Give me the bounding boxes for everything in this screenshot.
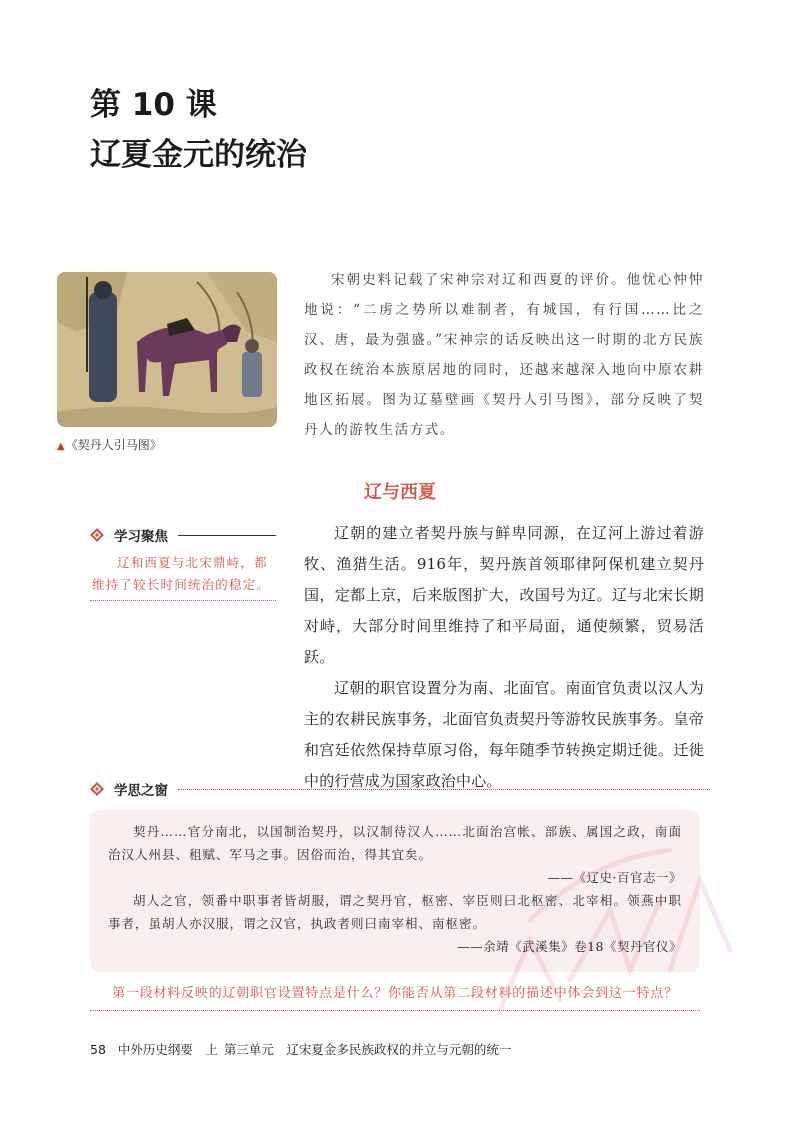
section-body (304, 518, 704, 797)
source-citation: ——余靖《武溪集》卷18《契丹官仪》 (457, 939, 682, 954)
learning-focus-header (90, 524, 276, 546)
mural-painting-image (57, 272, 277, 427)
thinking-window-label: 学思之窗 (114, 783, 168, 799)
watermark-graphic (470, 820, 760, 1040)
thinking-window-rule (178, 789, 710, 790)
learning-focus-bottom-rule (90, 600, 276, 601)
section-heading: 辽与西夏 (364, 482, 436, 503)
lesson-title-block (90, 82, 307, 178)
book-title: 中外历史纲要 上 (117, 1042, 218, 1057)
caption-triangle-icon: ▲ (57, 441, 65, 452)
intro-paragraph: 宋朝史料记载了宋神宗对辽和西夏的评价。他忧心忡忡地说：“二虏之势所以难制者，有城国，有行国……比之汉、唐，最为强盛。”宋神宗的话反映出这一时期的北方民族政权在统治本族原居地的同时，还越来越深入地向中原农耕地区拓展。图为辽墓壁画《契丹人引马图》，部分反映了契丹人的游牧生活方式。 (304, 272, 704, 438)
learning-focus-rule (178, 535, 276, 536)
lesson-title: 辽夏金元的统治 (90, 137, 307, 173)
body-paragraph: 辽朝的建立者契丹族与鲜卑同源，在辽河上游过着游牧、渔猎生活。916年，契丹族首领耶律阿保机建立契丹国，定都上京，后来版图扩大，改国号为辽。辽与北宋长期对峙，大部分时间里维持了和平局面，通使频繁，贸易活跃。 (304, 524, 704, 666)
figure-caption (57, 436, 162, 453)
question-rule (90, 1010, 700, 1011)
discussion-question: 第一段材料反映的辽朝职官设置特点是什么？你能否从第二段材料的描述中体会到这一特点？ (112, 986, 678, 1001)
source-quote: 胡人之官，领番中职事者皆胡服，谓之契丹官，枢密、宰臣则曰北枢密、北宰相。领燕中职事者，虽胡人亦汉服，谓之汉官，执政者则曰南宰相、南枢密。 (108, 893, 682, 931)
learning-focus-box (90, 524, 276, 601)
mural-painting-svg (57, 272, 277, 427)
thinking-window-header (90, 778, 710, 800)
page-footer (90, 1040, 517, 1058)
lesson-number: 第 10 课 (90, 87, 217, 123)
diamond-icon (90, 528, 104, 542)
source-quote: 契丹……官分南北，以国制治契丹，以汉制待汉人……北面治宫帐、部族、属国之政，南面治汉人州县、租赋、军马之事。因俗而治，得其宜矣。 (108, 824, 682, 862)
unit-title: 第三单元 辽宋夏金多民族政权的并立与元朝的统一 (223, 1042, 512, 1057)
learning-focus-label: 学习聚焦 (114, 529, 168, 545)
learning-focus-text: 辽和西夏与北宋鼎峙，都维持了较长时间统治的稳定。 (92, 555, 271, 592)
page-number: 58 (90, 1042, 106, 1057)
diamond-icon (90, 782, 104, 796)
body-paragraph: 辽朝的职官设置分为南、北面官。南面官负责以汉人为主的农耕民族事务，北面官负责契丹等游牧民族事务。皇帝和宫廷依然保持草原习俗，每年随季节转换定期迁徙。迁徙中的行营成为国家政治中心。 (304, 679, 704, 790)
caption-text: 《契丹人引马图》 (65, 438, 162, 452)
source-citation: ——《辽史·百官志一》 (547, 870, 682, 885)
